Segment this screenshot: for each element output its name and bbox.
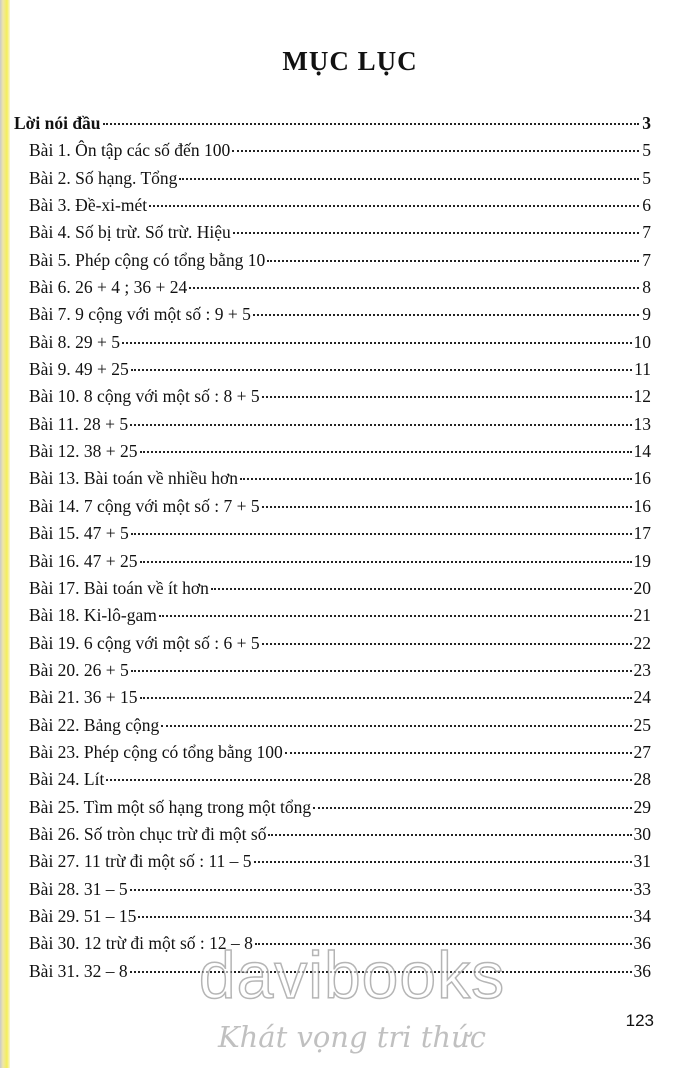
toc-entry-label: Bài 12. 38 + 25 [29,441,138,462]
toc-entry-label: Bài 28. 31 – 5 [29,878,128,899]
toc-dot-leader [268,834,631,836]
toc-dot-leader [179,178,639,180]
toc-entry-label: Bài 2. Số hạng. Tổng [29,167,178,188]
toc-dot-leader [267,260,639,262]
toc-dot-leader [130,889,632,891]
toc-entry-page: 16 [633,495,651,516]
toc-entry-page: 23 [633,659,651,680]
toc-entry-page: 12 [633,386,651,407]
toc-entry-page: 14 [633,441,651,462]
toc-dot-leader [313,807,631,809]
toc-entry [14,851,651,878]
toc-entry [14,168,651,195]
toc-entry [14,386,651,413]
toc-entry [14,113,651,140]
watermark-tagline: Khát vọng tri thức [217,1020,487,1054]
toc-entry-label: Bài 31. 32 – 8 [29,960,128,981]
toc-entry-page: 16 [633,468,651,489]
toc-entry [14,195,651,222]
toc-entry-label: Bài 24. Lít [29,769,105,790]
toc-dot-leader [140,451,632,453]
toc-entry-page: 36 [633,933,651,954]
toc-entry-label: Bài 6. 26 + 4 ; 36 + 24 [29,277,188,298]
toc-dot-leader [131,369,632,371]
toc-dot-leader [211,588,632,590]
toc-entry-page: 10 [633,331,651,352]
toc-entry [14,605,651,632]
toc-dot-leader [254,861,632,863]
toc-entry-page: 25 [633,714,651,735]
toc-entry-page: 36 [633,960,651,981]
toc-entry [14,769,651,796]
toc-entry [14,250,651,277]
toc-entry [14,797,651,824]
toc-dot-leader [232,150,639,152]
toc-entry [14,578,651,605]
toc-entry-page: 7 [642,222,651,243]
toc-entry-label: Bài 16. 47 + 25 [29,550,138,571]
toc-dot-leader [262,643,632,645]
toc-entry-page: 6 [642,195,651,216]
toc-entry-page: 17 [633,523,651,544]
toc-dot-leader [262,396,632,398]
toc-entry-label: Bài 27. 11 trừ đi một số : 11 – 5 [29,851,252,872]
toc-entry [14,715,651,742]
toc-dot-leader [240,478,631,480]
toc-entry-label: Bài 21. 36 + 15 [29,687,138,708]
toc-entry [14,523,651,550]
toc-entry-label: Bài 30. 12 trừ đi một số : 12 – 8 [29,933,253,954]
toc-entry [14,468,651,495]
page-edge-strip [0,0,10,1068]
toc-entry-label: Bài 26. Số tròn chục trừ đi một số [29,823,267,844]
toc-dot-leader [140,561,632,563]
toc-entry-page: 7 [642,249,651,270]
toc-dot-leader [255,943,632,945]
toc-entry-label: Bài 29. 51 – 15 [29,905,137,926]
toc-dot-leader [262,506,632,508]
toc-entry [14,496,651,523]
toc-entry [14,441,651,468]
toc-entry-label: Bài 11. 28 + 5 [29,413,129,434]
toc-dot-leader [233,232,639,234]
toc-entry [14,222,651,249]
toc-dot-leader [106,779,631,781]
toc-entry [14,906,651,933]
toc-entry-page: 34 [633,905,651,926]
toc-entry [14,933,651,960]
toc-dot-leader [130,971,632,973]
toc-entry [14,140,651,167]
toc-entry-label: Bài 10. 8 cộng với một số : 8 + 5 [29,386,260,407]
toc-entry [14,332,651,359]
toc-entry-label: Lời nói đầu [14,113,101,133]
toc-entry-page: 20 [633,577,651,598]
toc-entry-label: Bài 19. 6 cộng với một số : 6 + 5 [29,632,260,653]
toc-entry [14,277,651,304]
toc-entry-label: Bài 8. 29 + 5 [29,331,121,352]
toc-entry-page: 28 [633,769,651,790]
toc-dot-leader [161,725,631,727]
toc-entry-page: 9 [642,304,651,325]
toc-dot-leader [159,615,632,617]
toc-entry-label: Bài 9. 49 + 25 [29,359,129,380]
toc-entry-label: Bài 17. Bài toán về ít hơn [29,577,209,598]
toc-entry-label: Bài 25. Tìm một số hạng trong một tổng [29,796,312,817]
toc-entry-label: Bài 18. Ki-lô-gam [29,605,157,626]
toc-entry-label: Bài 22. Bảng cộng [29,714,160,735]
table-of-contents [14,113,651,988]
toc-entry-page: 8 [642,277,651,298]
toc-dot-leader [149,205,639,207]
toc-entry [14,551,651,578]
toc-entry-page: 24 [633,687,651,708]
toc-entry-label: Bài 3. Đề-xi-mét [29,195,148,216]
toc-entry [14,824,651,851]
toc-dot-leader [122,342,631,344]
toc-entry-page: 5 [642,167,651,188]
toc-dot-leader [103,123,639,125]
toc-entry-label: Bài 7. 9 cộng với một số : 9 + 5 [29,304,251,325]
toc-entry [14,633,651,660]
toc-dot-leader [130,424,631,426]
toc-entry-page: 19 [633,550,651,571]
toc-dot-leader [285,752,632,754]
toc-dot-leader [138,916,631,918]
toc-entry [14,359,651,386]
toc-entry-label: Bài 1. Ôn tập các số đến 100 [29,140,231,161]
toc-entry [14,660,651,687]
toc-entry-label: Bài 5. Phép cộng có tổng bằng 10 [29,249,266,270]
toc-entry-page: 33 [633,878,651,899]
toc-dot-leader [140,697,632,699]
toc-entry-page: 31 [633,851,651,872]
toc-entry-label: Bài 13. Bài toán về nhiều hơn [29,468,239,489]
toc-entry-page: 30 [633,823,651,844]
toc-entry-page: 22 [633,632,651,653]
toc-dot-leader [131,533,632,535]
toc-dot-leader [253,314,639,316]
toc-dot-leader [131,670,632,672]
toc-entry-page: 3 [642,113,651,133]
toc-entry-page: 21 [633,605,651,626]
toc-entry-page: 13 [633,413,651,434]
toc-entry-label: Bài 23. Phép cộng có tổng bằng 100 [29,741,283,762]
page-title: MỤC LỤC [282,46,418,76]
toc-entry-page: 5 [642,140,651,161]
toc-entry-label: Bài 4. Số bị trừ. Số trừ. Hiệu [29,222,231,243]
toc-entry [14,304,651,331]
toc-entry-page: 11 [634,359,651,380]
toc-entry-page: 29 [633,796,651,817]
toc-entry [14,742,651,769]
toc-dot-leader [189,287,639,289]
watermark-brand: davibooks [198,938,506,1012]
toc-entry-label: Bài 14. 7 cộng với một số : 7 + 5 [29,495,260,516]
toc-entry-label: Bài 20. 26 + 5 [29,659,129,680]
toc-entry [14,879,651,906]
toc-entry [14,414,651,441]
toc-entry [14,687,651,714]
toc-entry-page: 27 [633,741,651,762]
page-number: 123 [625,1011,654,1030]
toc-entry [14,961,651,988]
toc-entry-label: Bài 15. 47 + 5 [29,523,129,544]
